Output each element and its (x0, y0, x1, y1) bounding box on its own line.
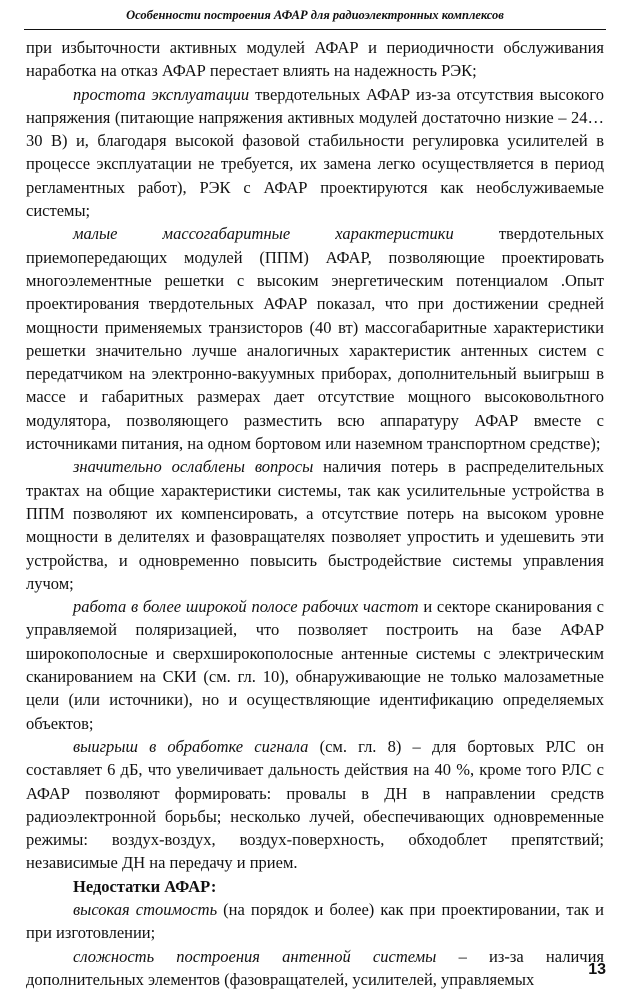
paragraph-text: и секторе сканирования с управляемой поляризацией, что позволяет построить на базе АФАР широкополосные и сверхширокополосные антенные системы с электрическим сканированием на СКИ (см. гл. 10), обнаруживающие не только малозаметные цели (или источники), но и осуществляющие идентификацию определяемых объектов; (26, 597, 604, 733)
paragraph-text: при избыточности активных модулей АФАР и периодичности обслуживания наработка на отказ АФАР перестает влиять на надежность РЭК; (26, 38, 604, 81)
paragraph-lead: выигрыш в обработке сигнала (73, 736, 309, 756)
paragraph-lead: работа в более широкой полосе рабочих частот (73, 597, 419, 617)
paragraph-lead: простота эксплуатации (73, 84, 250, 104)
paragraph-text: твердотельных приемопередающих модулей (ППМ) АФАР, позволяющие проектировать многоэлементные решетки с высоким энергетическим потенциалом .Опыт проектирования твердотельных АФАР показал, что при достижении средней мощности применяемых транзисторов (40 вт) массогабаритные характеристики решетки значительно лучше аналогичных характеристик антенных систем с передатчиком на электронно-вакуумных приборах, дополнительный выигрыш в массе и габаритных размерах дает отсутствие мощного высоковольтного модулятора, позволяющего разместить всю аппаратуру АФАР вместе с источниками питания, на одном бортовом или наземном транспортном средстве); (26, 224, 604, 454)
paragraph (26, 945, 604, 992)
paragraph-text: (см. гл. 8) – для бортовых РЛС он составляет 6 дБ, что увеличивает дальность действия на 40 %, кроме того РЛС с АФАР позволяют формировать: провалы в ДН в направлении средств радиоэлектронной борьбы; несколько лучей, обеспечивающих одновременные режимы: воздух-воздух, воздух-поверхность, обходоблет препятствий; независимые ДН на передачу и прием. (26, 736, 604, 873)
paragraph-lead: сложность построения антенной системы (73, 946, 437, 966)
paragraph-text: – из-за наличия дополнительных элементов (фазовращателей, усилителей, управляемых (26, 946, 604, 989)
page-number: 13 (588, 961, 606, 978)
header-rule (24, 29, 606, 30)
page-body (26, 36, 604, 991)
paragraph (26, 222, 604, 455)
paragraph (26, 735, 604, 875)
subheading-text: Недостатки АФАР: (73, 876, 217, 896)
paragraph (26, 455, 604, 595)
paragraph-text: наличия потерь в распределительных трактах на общие характеристики системы, так как усилительные устройства в ППМ позволяют их компенсировать, а отсутствие потерь на высоком уровне мощности в делителях и фазовращателях позволяет упростить и удешевить эти устройства, и одновременно повысить быстродействие системы управления лучом; (26, 457, 604, 593)
paragraph (26, 36, 604, 83)
running-header: Особенности построения АФАР для радиоэлектронных комплексов (126, 8, 504, 22)
paragraph (26, 595, 604, 735)
section-subheading (26, 875, 604, 898)
paragraph-lead: высокая стоимость (73, 899, 218, 919)
paragraph-lead: малые массогабаритные характеристики (73, 224, 454, 244)
paragraph-text: твердотельных АФАР из-за отсутствия высокого напряжения (питающие напряжения активных модулей достаточно низкие – 24…30 В) и, благодаря высокой фазовой стабильности регулировка усилителей в процессе эксплуатации не требуется, их замена легко осуществляется в период регламентных работ), РЭК с АФАР проектируются как необслуживаемые системы; (26, 84, 604, 221)
paragraph (26, 83, 604, 223)
paragraph-lead: значительно ослаблены вопросы (73, 457, 314, 477)
paragraph (26, 898, 604, 945)
paragraph-text: (на порядок и более) как при проектировании, так и при изготовлении; (26, 899, 604, 943)
